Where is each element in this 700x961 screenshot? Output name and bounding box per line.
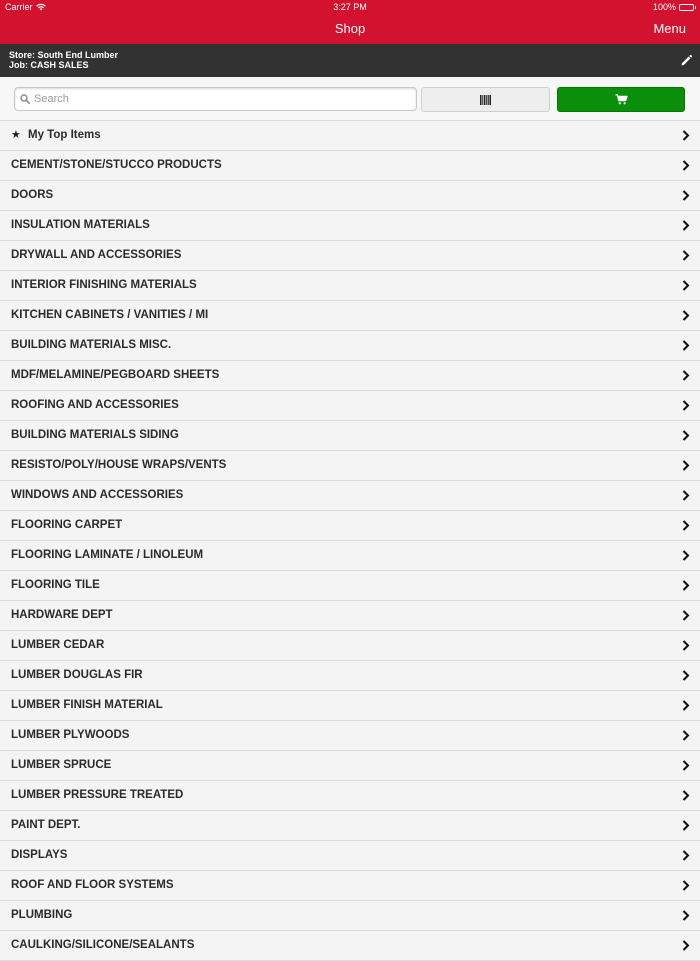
category-row[interactable]: [0, 421, 700, 451]
category-row[interactable]: [0, 631, 700, 661]
category-row[interactable]: [0, 331, 700, 361]
cart-button[interactable]: [557, 87, 685, 112]
category-row[interactable]: [0, 691, 700, 721]
category-row[interactable]: [0, 241, 700, 271]
search-icon: [20, 94, 30, 104]
category-row[interactable]: [0, 511, 700, 541]
category-label: DOORS: [11, 189, 54, 201]
category-label: HARDWARE DEPT: [11, 609, 113, 621]
chevron-right-icon: [682, 580, 690, 591]
chevron-right-icon: [682, 610, 690, 621]
star-icon: ★: [11, 129, 21, 141]
chevron-right-icon: [682, 250, 690, 261]
category-label: ROOFING AND ACCESSORIES: [11, 399, 179, 411]
battery-icon: [679, 4, 694, 11]
category-label: BUILDING MATERIALS SIDING: [11, 429, 179, 441]
category-label: CAULKING/SILICONE/SEALANTS: [11, 939, 195, 951]
chevron-right-icon: [682, 310, 690, 321]
category-label: DISPLAYS: [11, 849, 68, 861]
chevron-right-icon: [682, 490, 690, 501]
category-label: WINDOWS AND ACCESSORIES: [11, 489, 184, 501]
category-row[interactable]: [0, 211, 700, 241]
category-row[interactable]: [0, 721, 700, 751]
category-label: RESISTO/POLY/HOUSE WRAPS/VENTS: [11, 459, 227, 471]
chevron-right-icon: [682, 160, 690, 171]
category-label: INSULATION MATERIALS: [11, 219, 150, 231]
category-list: [0, 120, 700, 961]
category-label: DRYWALL AND ACCESSORIES: [11, 249, 182, 261]
category-label: LUMBER PLYWOODS: [11, 729, 130, 741]
chevron-right-icon: [682, 280, 690, 291]
status-time: 3:27 PM: [333, 2, 367, 12]
chevron-right-icon: [682, 790, 690, 801]
category-row[interactable]: [0, 451, 700, 481]
barcode-icon: [480, 95, 491, 105]
chevron-right-icon: [682, 340, 690, 351]
chevron-right-icon: [682, 220, 690, 231]
category-row[interactable]: [0, 541, 700, 571]
category-row[interactable]: [0, 481, 700, 511]
category-row[interactable]: [0, 811, 700, 841]
barcode-scan-button[interactable]: [421, 87, 550, 112]
category-label: LUMBER PRESSURE TREATED: [11, 789, 184, 801]
category-label: INTERIOR FINISHING MATERIALS: [11, 279, 197, 291]
job-name: Job: CASH SALES: [9, 60, 89, 70]
battery-indicator: [653, 2, 694, 12]
category-row[interactable]: [0, 871, 700, 901]
category-row[interactable]: [0, 151, 700, 181]
chevron-right-icon: [682, 130, 690, 141]
chevron-right-icon: [682, 760, 690, 771]
chevron-right-icon: [682, 460, 690, 471]
toolbar: [0, 77, 700, 120]
category-row[interactable]: [0, 931, 700, 961]
category-row[interactable]: [0, 901, 700, 931]
category-label: LUMBER SPRUCE: [11, 759, 112, 771]
cart-icon: [615, 94, 628, 105]
chevron-right-icon: [682, 820, 690, 831]
category-row[interactable]: [0, 601, 700, 631]
chevron-right-icon: [682, 430, 690, 441]
chevron-right-icon: [682, 880, 690, 891]
chevron-right-icon: [682, 520, 690, 531]
chevron-right-icon: [682, 910, 690, 921]
my-top-items-label: My Top Items: [28, 129, 101, 141]
my-top-items-row[interactable]: [0, 121, 700, 151]
chevron-right-icon: [682, 370, 690, 381]
chevron-right-icon: [682, 700, 690, 711]
category-label: MDF/MELAMINE/PEGBOARD SHEETS: [11, 369, 220, 381]
category-row[interactable]: [0, 751, 700, 781]
category-label: BUILDING MATERIALS MISC.: [11, 339, 172, 351]
chevron-right-icon: [682, 400, 690, 411]
nav-bar: [0, 14, 700, 44]
category-label: FLOORING TILE: [11, 579, 100, 591]
store-name: Store: South End Lumber: [9, 50, 118, 60]
category-row[interactable]: [0, 841, 700, 871]
category-label: PLUMBING: [11, 909, 73, 921]
chevron-right-icon: [682, 190, 690, 201]
search-input[interactable]: [34, 90, 404, 108]
category-row[interactable]: [0, 301, 700, 331]
category-label: KITCHEN CABINETS / VANITIES / MI: [11, 309, 209, 321]
chevron-right-icon: [682, 850, 690, 861]
store-info: [9, 50, 118, 70]
category-label: FLOORING LAMINATE / LINOLEUM: [11, 549, 204, 561]
category-label: PAINT DEPT.: [11, 819, 81, 831]
carrier-label: Carrier: [5, 2, 33, 12]
chevron-right-icon: [682, 670, 690, 681]
category-label: LUMBER CEDAR: [11, 639, 105, 651]
chevron-right-icon: [682, 640, 690, 651]
search-box[interactable]: [14, 87, 417, 111]
category-row[interactable]: [0, 781, 700, 811]
chevron-right-icon: [682, 730, 690, 741]
menu-button[interactable]: Menu: [653, 21, 686, 36]
category-row[interactable]: [0, 361, 700, 391]
category-row[interactable]: [0, 661, 700, 691]
category-row[interactable]: [0, 181, 700, 211]
pencil-icon[interactable]: [680, 54, 693, 67]
category-label: CEMENT/STONE/STUCCO PRODUCTS: [11, 159, 222, 171]
category-label: LUMBER DOUGLAS FIR: [11, 669, 143, 681]
category-row[interactable]: [0, 391, 700, 421]
status-bar: [0, 0, 700, 14]
battery-percent: 100%: [652, 2, 676, 12]
store-info-bar: [0, 44, 700, 77]
page-title: Shop: [334, 21, 366, 36]
category-label: LUMBER FINISH MATERIAL: [11, 699, 163, 711]
chevron-right-icon: [682, 550, 690, 561]
category-label: ROOF AND FLOOR SYSTEMS: [11, 879, 174, 891]
category-row[interactable]: [0, 571, 700, 601]
chevron-right-icon: [682, 940, 690, 951]
category-label: FLOORING CARPET: [11, 519, 123, 531]
category-row[interactable]: [0, 271, 700, 301]
